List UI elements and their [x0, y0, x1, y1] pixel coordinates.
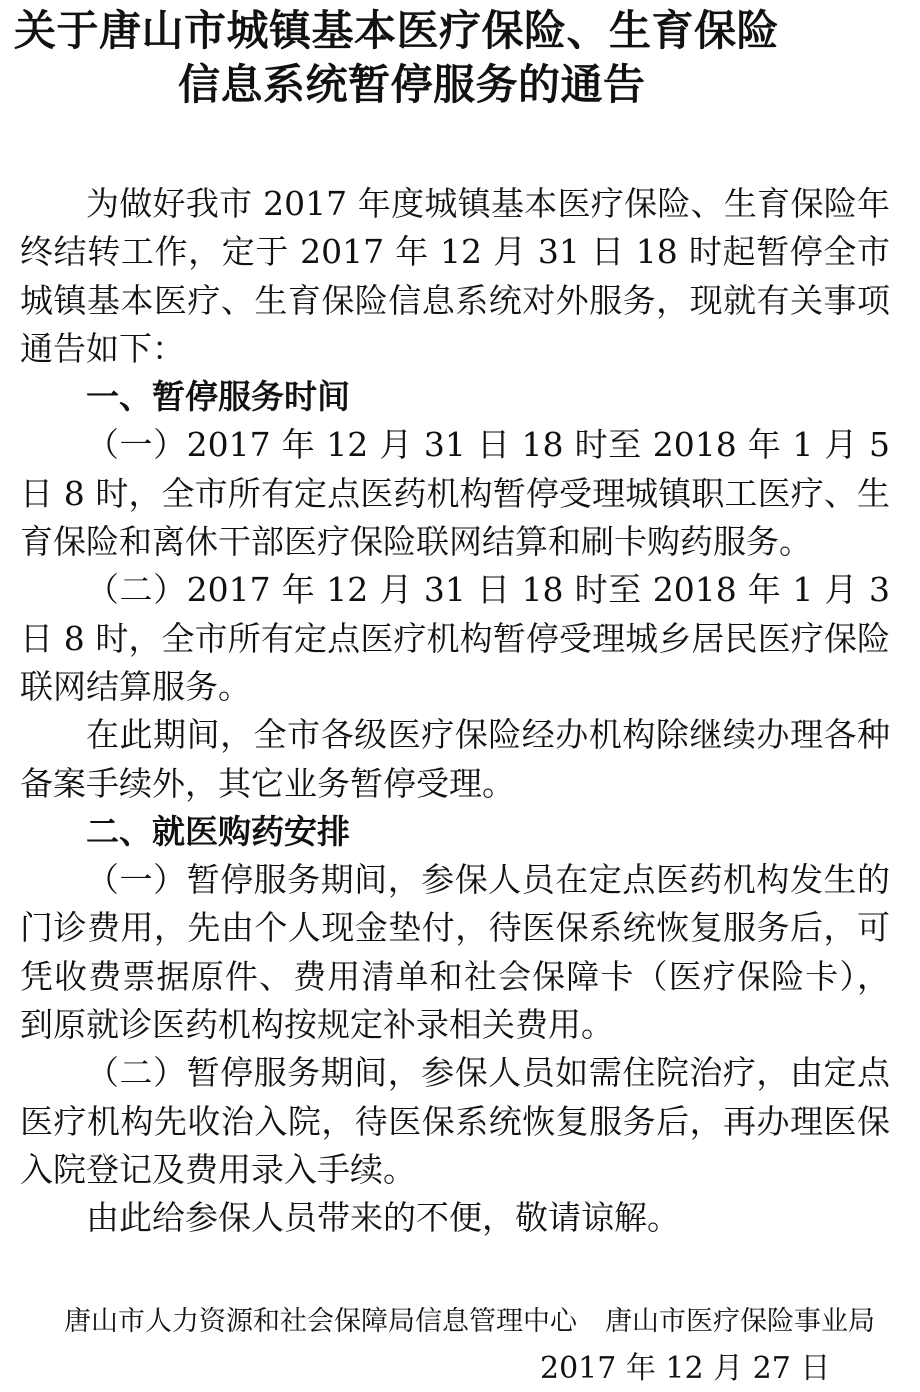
intro-paragraph: 为做好我市 2017 年度城镇基本医疗保险、生育保险年终结转工作，定于 2017 年 12 月 31 日 18 时起暂停全市城镇基本医疗、生育保险信息系统对外服务，现就有关事项通告如下：: [20, 184, 890, 368]
signature-issuers: [64, 1304, 875, 1340]
section-1-item-2: （二）2017 年 12 月 31 日 18 时至 2018 年 1 月 3 日 8 时，全市所有定点医疗机构暂停受理城乡居民医疗保险联网结算服务。: [20, 570, 890, 706]
section-1-heading: 一、暂停服务时间: [86, 377, 350, 417]
signature-date: 2017 年 12 月 27 日: [540, 1351, 831, 1386]
title-line-1: 关于唐山市城镇基本医疗保险、生育保险: [14, 6, 780, 55]
section-2-heading: 二、就医购药安排: [86, 811, 350, 851]
section-2-item-1: （一）暂停服务期间，参保人员在定点医药机构发生的门诊费用，先由个人现金垫付，待医保系统恢复服务后，可凭收费票据原件、费用清单和社会保障卡（医疗保险卡），到原就诊医药机构按规定补录相关费用。: [20, 860, 890, 1045]
closing-paragraph: 由此给参保人员带来的不便，敬请谅解。: [86, 1198, 680, 1238]
section-1-item-1: （一）2017 年 12 月 31 日 18 时至 2018 年 1 月 5 日 8 时，全市所有定点医药机构暂停受理城镇职工医疗、生育保险和离休干部医疗保险联网结算和刷卡购药服务。: [20, 425, 890, 562]
title-line-2: 信息系统暂停服务的通告: [178, 60, 646, 109]
issuer-1: 唐山市人力资源和社会保障局信息管理中心: [64, 1306, 577, 1337]
section-1-note: 在此期间，全市各级医疗保险经办机构除继续办理各种备案手续外，其它业务暂停受理。: [20, 715, 890, 803]
section-2-item-2: （二）暂停服务期间，参保人员如需住院治疗，由定点医疗机构先收治入院，待医保系统恢复服务后，再办理医保入院登记及费用录入手续。: [20, 1053, 890, 1189]
issuer-2: 唐山市医疗保险事业局: [605, 1306, 875, 1337]
notice-body: [20, 180, 890, 1243]
